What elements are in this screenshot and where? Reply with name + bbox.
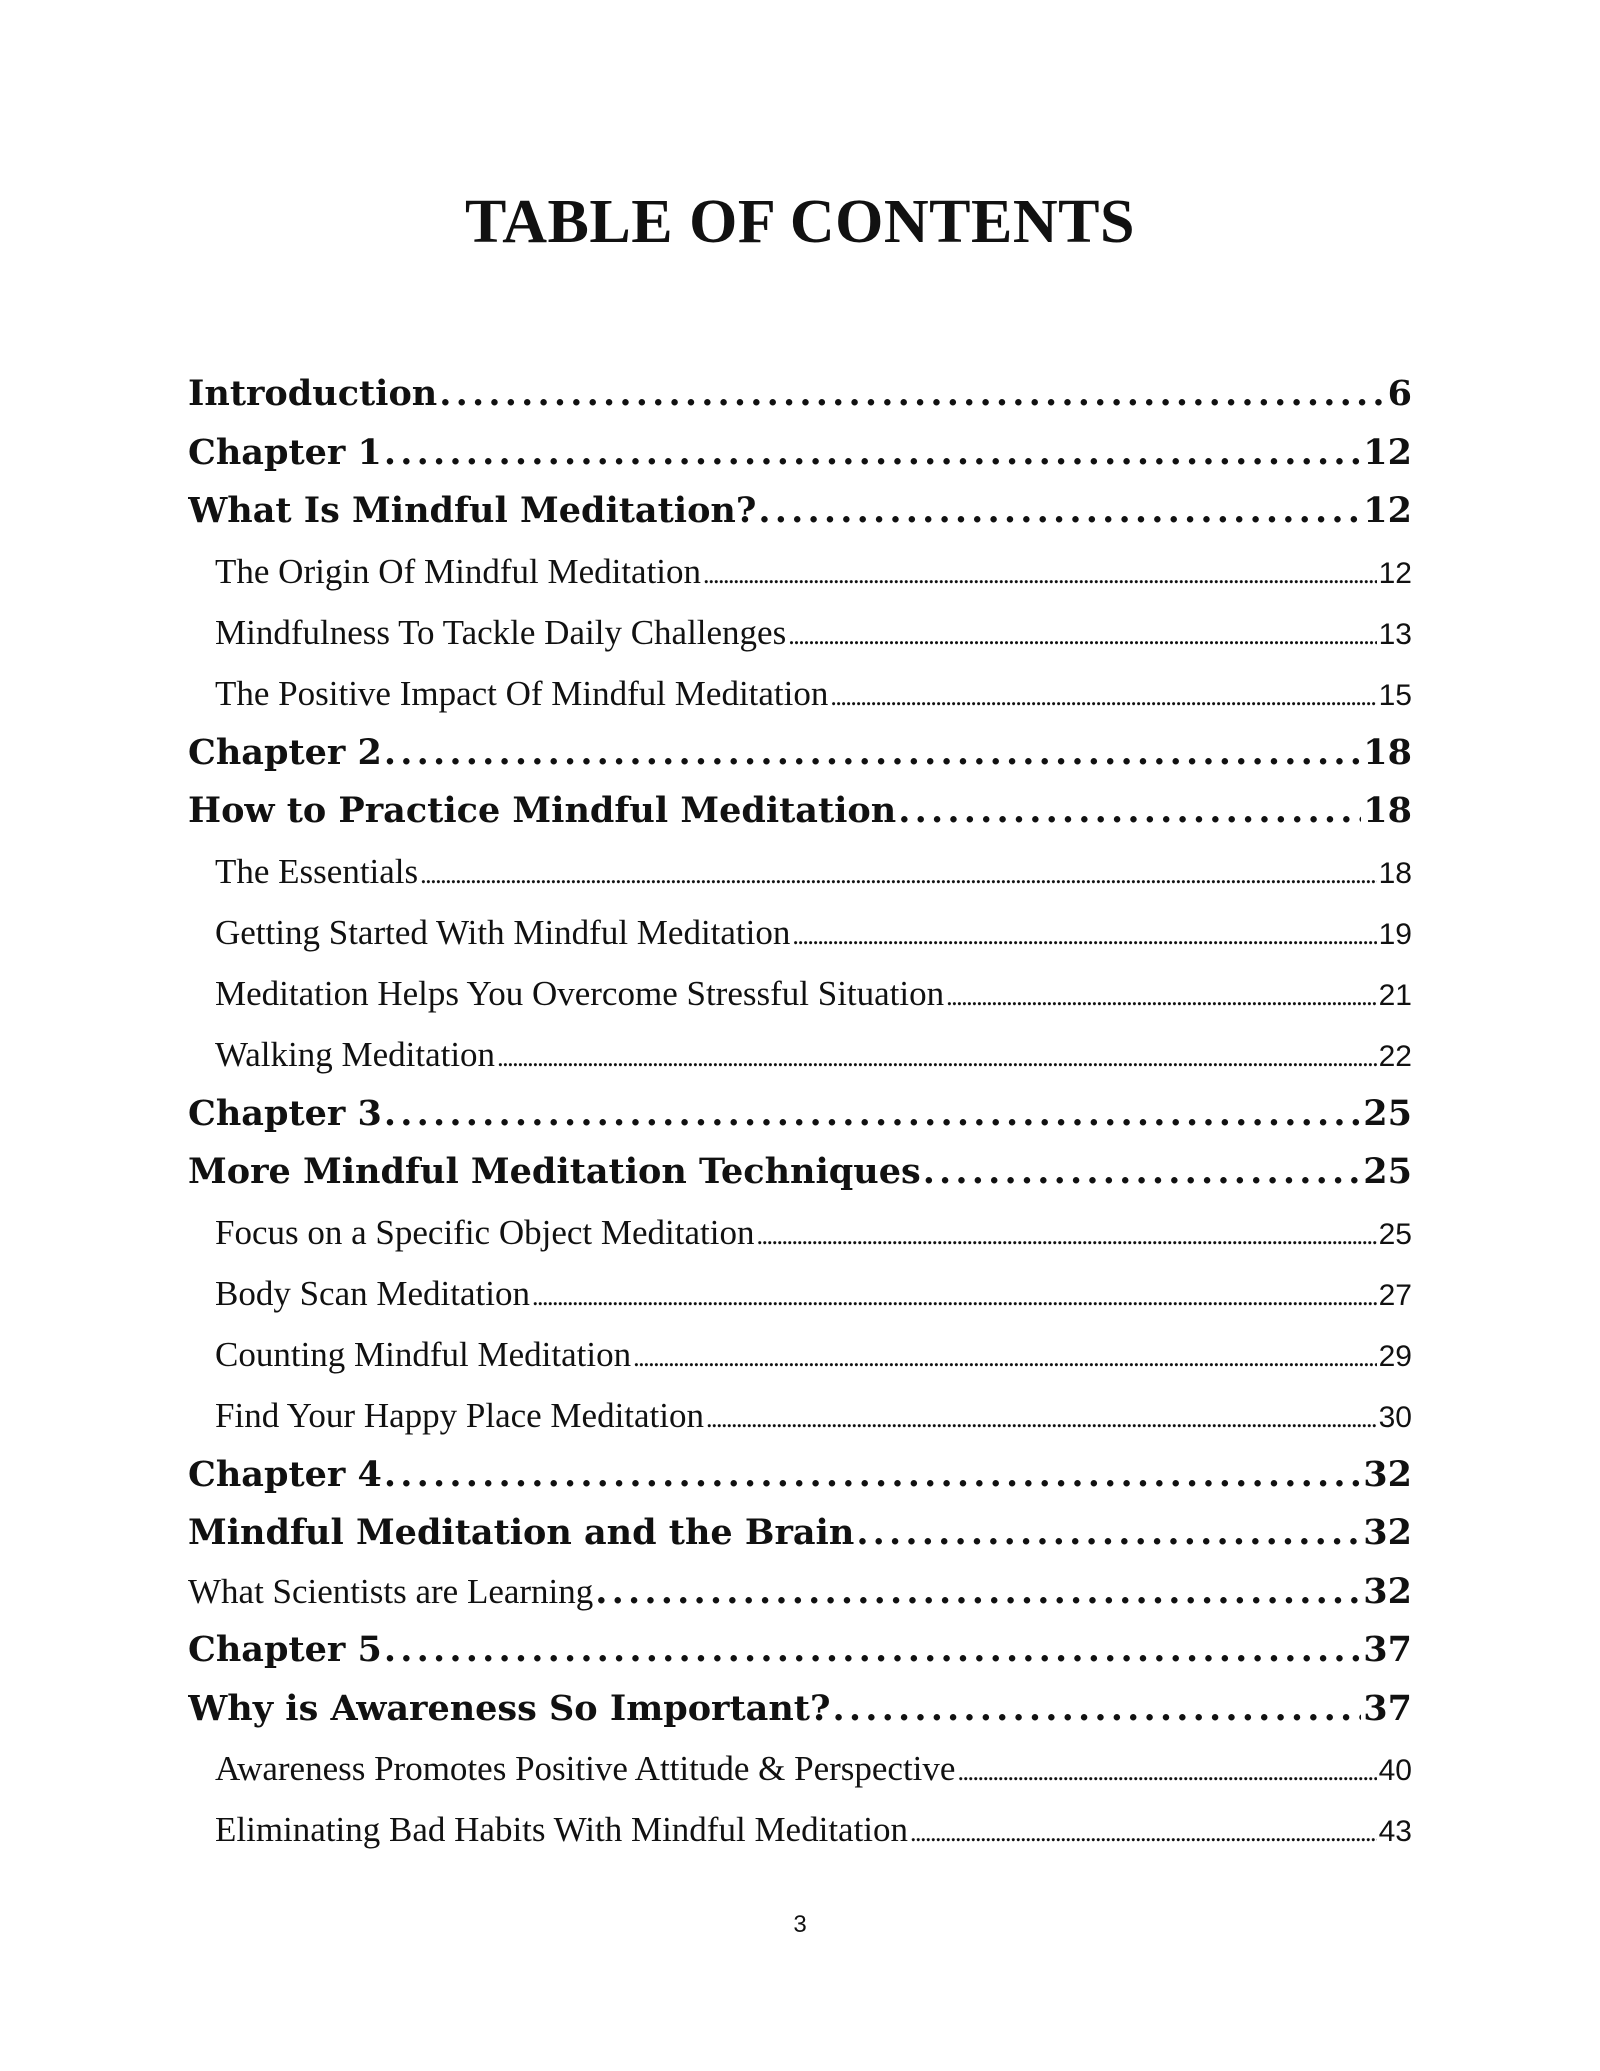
toc-entry-specific-object[interactable] <box>188 1202 1412 1263</box>
toc-entry-label: Chapter 1 <box>188 431 382 473</box>
dot-leader <box>384 1446 1361 1505</box>
dot-leader <box>384 724 1361 783</box>
toc-entry-label: More Mindful Meditation Techniques <box>188 1151 921 1192</box>
dot-leader <box>957 1738 1376 1799</box>
toc-entry-label: Introduction <box>188 373 438 414</box>
toc-entry-page: 12 <box>1378 556 1412 590</box>
toc-entry-page: 32 <box>1363 1453 1412 1495</box>
toc-entry-overcome-stressful-situation[interactable] <box>188 963 1412 1024</box>
toc-entry-label: How to Practice Mindful Meditation <box>188 790 897 831</box>
toc-entry-walking-meditation[interactable] <box>188 1024 1412 1085</box>
toc-entry-page: 15 <box>1378 678 1412 712</box>
dot-leader <box>856 1504 1361 1563</box>
toc-entry-label: Counting Mindful Meditation <box>215 1334 632 1374</box>
dot-leader <box>832 1680 1361 1739</box>
toc-entry-label: The Essentials <box>215 851 419 891</box>
toc-entry-page: 30 <box>1378 1400 1412 1434</box>
toc-entry-body-scan[interactable] <box>188 1263 1412 1324</box>
toc-entry-page: 19 <box>1378 917 1412 951</box>
dot-leader <box>703 541 1377 602</box>
toc-entry-page: 25 <box>1363 1092 1412 1134</box>
toc-entry-chapter-3[interactable] <box>188 1085 1412 1144</box>
dot-leader <box>384 1621 1361 1680</box>
dot-leader <box>898 782 1361 841</box>
dot-leader <box>830 663 1376 724</box>
dot-leader <box>420 841 1376 902</box>
toc-entry-page: 37 <box>1363 1687 1412 1729</box>
toc-entry-label: Chapter 4 <box>188 1453 382 1495</box>
dot-leader <box>706 1385 1377 1446</box>
toc-entry-label: Find Your Happy Place Meditation <box>215 1395 705 1435</box>
dot-leader <box>384 424 1361 483</box>
toc-entry-page: 6 <box>1387 373 1412 414</box>
toc-entry-page: 25 <box>1378 1217 1412 1251</box>
toc-entry-page: 37 <box>1363 1629 1412 1670</box>
toc-entry-chapter-4[interactable] <box>188 1446 1412 1505</box>
toc-entry-meditation-and-brain[interactable] <box>188 1504 1412 1563</box>
toc-entry-page: 13 <box>1378 617 1412 651</box>
toc-entry-page: 21 <box>1378 978 1412 1012</box>
toc-entry-label: What Scientists are Learning <box>188 1571 594 1611</box>
dot-leader <box>792 902 1376 963</box>
toc-entry-happy-place[interactable] <box>188 1385 1412 1446</box>
page-number: 3 <box>793 1911 807 1938</box>
toc-entry-more-techniques[interactable] <box>188 1143 1412 1202</box>
toc-entry-origin-of-mindful-meditation[interactable] <box>188 541 1412 602</box>
dot-leader <box>439 365 1385 424</box>
toc-entry-page: 18 <box>1378 856 1412 890</box>
dot-leader <box>946 963 1377 1024</box>
toc-entry-page: 29 <box>1378 1339 1412 1373</box>
toc-entry-page: 18 <box>1363 731 1412 773</box>
toc-entry-label: Walking Meditation <box>215 1034 496 1074</box>
toc-entry-the-essentials[interactable] <box>188 841 1412 902</box>
dot-leader <box>497 1024 1377 1085</box>
toc-entry-label: Getting Started With Mindful Meditation <box>215 912 791 952</box>
toc-entry-chapter-1[interactable] <box>188 424 1412 483</box>
toc-entry-label: Eliminating Bad Habits With Mindful Meditation <box>215 1810 909 1849</box>
toc-entry-what-is-mindful-meditation[interactable] <box>188 482 1412 541</box>
toc-entry-mindfulness-daily-challenges[interactable] <box>188 602 1412 663</box>
toc-entry-bad-habits[interactable] <box>188 1799 1412 1860</box>
toc-entry-label: Why is Awareness So Important? <box>188 1687 831 1729</box>
toc-entry-page: 12 <box>1363 490 1412 531</box>
toc-entry-getting-started[interactable] <box>188 902 1412 963</box>
dot-leader <box>633 1324 1377 1385</box>
toc-entry-label: Mindfulness To Tackle Daily Challenges <box>215 612 787 652</box>
dot-leader <box>910 1799 1377 1860</box>
toc-entry-label: Focus on a Specific Object Meditation <box>215 1212 755 1252</box>
dot-leader <box>923 1143 1362 1202</box>
toc-entry-label: Body Scan Meditation <box>215 1273 530 1313</box>
dot-leader <box>756 1202 1376 1263</box>
toc-entry-awareness-important[interactable] <box>188 1680 1412 1739</box>
toc-entry-page: 18 <box>1363 790 1412 831</box>
toc-entry-label: Chapter 5 <box>188 1629 382 1670</box>
toc-entry-page: 12 <box>1363 431 1412 473</box>
toc-entry-label: Chapter 2 <box>188 731 382 773</box>
toc-entry-label: The Origin Of Mindful Meditation <box>215 551 702 591</box>
toc-entry-scientists-learning[interactable] <box>188 1563 1412 1622</box>
toc-entry-page: 22 <box>1378 1039 1412 1073</box>
toc-entry-label: Mindful Meditation and the Brain <box>188 1512 855 1553</box>
toc-entry-label: What Is Mindful Meditation? <box>188 490 757 531</box>
toc-entry-label: Chapter 3 <box>188 1092 382 1134</box>
toc-entry-page: 43 <box>1378 1815 1412 1848</box>
toc-entry-chapter-5[interactable] <box>188 1621 1412 1680</box>
dot-leader <box>788 602 1376 663</box>
toc-entry-label: The Positive Impact Of Mindful Meditation <box>215 673 829 713</box>
toc-entry-introduction[interactable] <box>188 365 1412 424</box>
page-title: TABLE OF CONTENTS <box>465 188 1135 256</box>
toc-entry-page: 32 <box>1363 1512 1412 1553</box>
dot-leader <box>532 1263 1377 1324</box>
table-of-contents <box>188 365 1412 1860</box>
toc-entry-page: 40 <box>1378 1754 1412 1787</box>
toc-entry-page: 32 <box>1363 1570 1412 1612</box>
toc-entry-positive-attitude[interactable] <box>188 1738 1412 1799</box>
dot-leader <box>758 482 1361 541</box>
toc-entry-counting[interactable] <box>188 1324 1412 1385</box>
toc-entry-positive-impact[interactable] <box>188 663 1412 724</box>
toc-entry-page: 25 <box>1363 1151 1412 1192</box>
toc-entry-chapter-2[interactable] <box>188 724 1412 783</box>
toc-entry-how-to-practice[interactable] <box>188 782 1412 841</box>
toc-entry-label: Awareness Promotes Positive Attitude & Perspective <box>215 1749 956 1788</box>
dot-leader <box>595 1563 1361 1622</box>
dot-leader <box>384 1085 1361 1144</box>
toc-entry-label: Meditation Helps You Overcome Stressful Situation <box>215 973 945 1013</box>
toc-entry-page: 27 <box>1378 1278 1412 1312</box>
